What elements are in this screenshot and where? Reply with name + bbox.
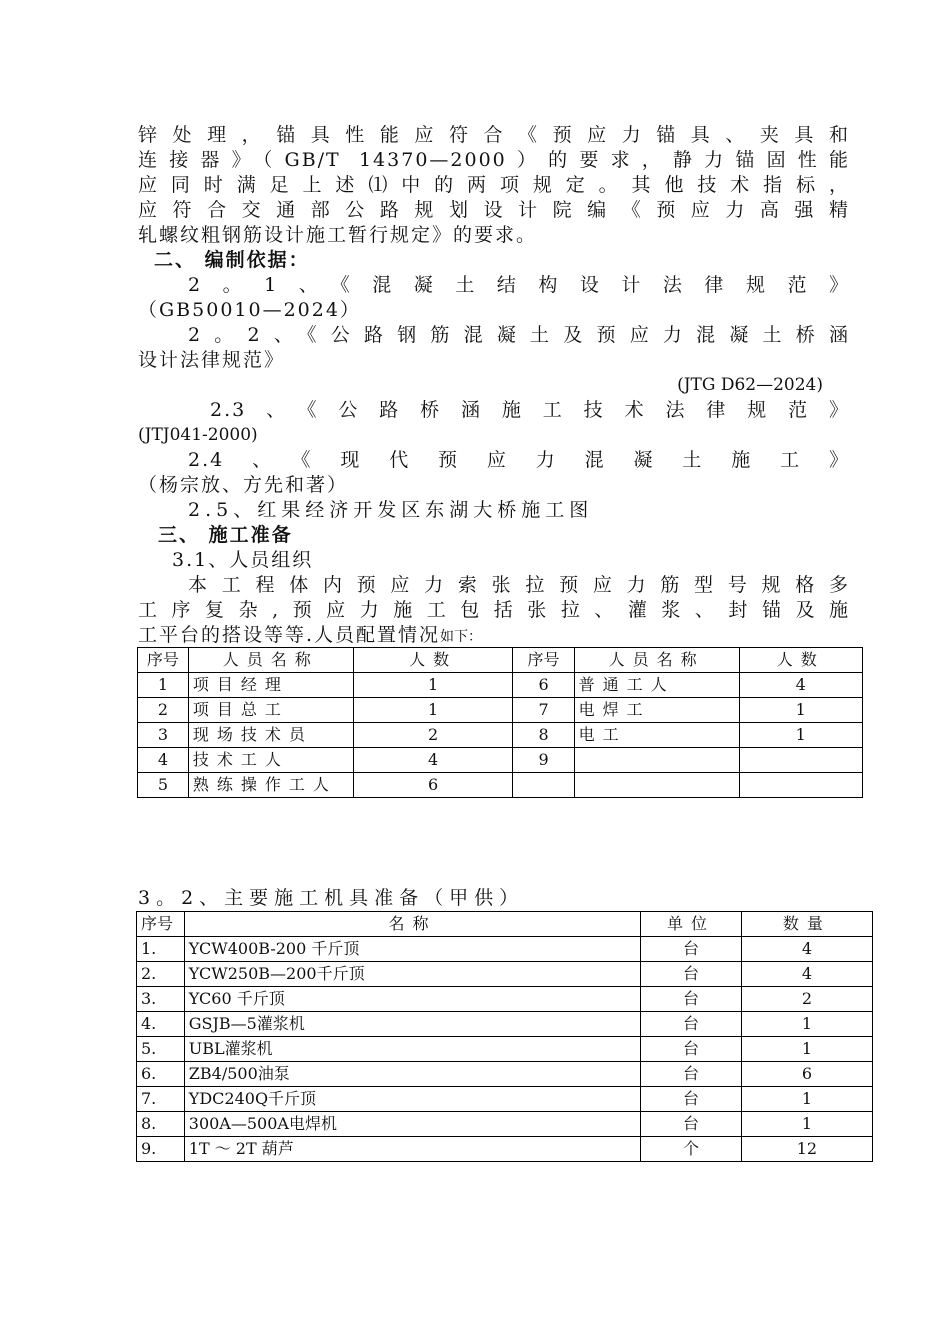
- cell: [513, 773, 574, 798]
- staff-table: [137, 647, 863, 798]
- table-row: [138, 673, 863, 698]
- cell: 现场技术员: [188, 723, 353, 748]
- cell: 4: [741, 962, 872, 987]
- table-row: [137, 1062, 873, 1087]
- cell: 6.: [137, 1062, 185, 1087]
- cell: YDC240Q千斤顶: [184, 1087, 640, 1112]
- section-heading: 二、 编制依据：: [154, 249, 310, 271]
- cell: 1: [138, 673, 189, 698]
- cell: 1: [739, 698, 862, 723]
- paragraph-line-tail: 如下：: [440, 629, 483, 645]
- table-row: [137, 937, 873, 962]
- cell: 300A—500A电焊机: [184, 1112, 640, 1137]
- reference-line: 2.5、红果经济开发区东湖大桥施工图: [188, 499, 594, 521]
- header-cell: 数量: [741, 912, 872, 937]
- cell: 台: [641, 1062, 742, 1087]
- cell: 3.: [137, 987, 185, 1012]
- cell: 9.: [137, 1137, 185, 1162]
- cell: 4: [138, 748, 189, 773]
- paragraph-line: 本工程体内预应力索张拉预应力筋型号规格多: [188, 574, 850, 596]
- cell: 普通工人: [574, 673, 739, 698]
- cell: 1T ～ 2T 葫芦: [184, 1137, 640, 1162]
- paragraph-line: 应符合交通部公路规划设计院编《预应力高强精: [138, 199, 850, 221]
- cell: 6: [353, 773, 513, 798]
- paragraph-line: 工序复杂,预应力施工包括张拉、灌浆、封锚及施: [138, 599, 850, 621]
- reference-line: 2.4、《现代预应力混凝土施工》: [188, 449, 850, 471]
- cell: [574, 748, 739, 773]
- cell: YCW250B—200千斤顶: [184, 962, 640, 987]
- cell: GSJB—5灌浆机: [184, 1012, 640, 1037]
- cell: 2.: [137, 962, 185, 987]
- cell: 1: [741, 1112, 872, 1137]
- cell: 5: [138, 773, 189, 798]
- cell: 1: [353, 673, 513, 698]
- header-cell: 序号: [138, 648, 189, 673]
- table-row: [138, 773, 863, 798]
- cell: 6: [741, 1062, 872, 1087]
- cell: YC60 千斤顶: [184, 987, 640, 1012]
- cell: 1.: [137, 937, 185, 962]
- cell: 项目经理: [188, 673, 353, 698]
- cell: UBL灌浆机: [184, 1037, 640, 1062]
- cell: 电工: [574, 723, 739, 748]
- paragraph-line-text: 工平台的搭设等等.人员配置情况: [138, 624, 441, 646]
- reference-line: 2。1、《混凝土结构设计法律规范》: [188, 274, 850, 296]
- cell: 台: [641, 1112, 742, 1137]
- table-row: [137, 1087, 873, 1112]
- subsection-heading: 3。2、主要施工机具准备（甲供）: [138, 887, 525, 909]
- reference-line: (JTJ041-2000): [138, 425, 258, 445]
- cell: 台: [641, 1012, 742, 1037]
- cell: [574, 773, 739, 798]
- cell: 8.: [137, 1112, 185, 1137]
- table-row: [137, 1012, 873, 1037]
- cell: [739, 748, 862, 773]
- reference-line: 2。2、《公路钢筋混凝土及预应力混凝土桥涵: [188, 324, 850, 346]
- cell: 项目总工: [188, 698, 353, 723]
- header-cell: 人员名称: [188, 648, 353, 673]
- reference-line: （杨宗放、方先和著）: [138, 474, 349, 496]
- cell: 1: [741, 1087, 872, 1112]
- table-row: [137, 1137, 873, 1162]
- header-cell: 人员名称: [574, 648, 739, 673]
- table-row: [138, 723, 863, 748]
- reference-line: (JTG D62—2024): [677, 375, 823, 395]
- cell: YCW400B-200 千斤顶: [184, 937, 640, 962]
- paragraph-line: 应同时满足上述⑴中的两项规定。其他技术指标，: [138, 174, 850, 196]
- cell: 8: [513, 723, 574, 748]
- cell: [739, 773, 862, 798]
- table-header-row: [138, 648, 863, 673]
- paragraph-line: 锌处理，锚具性能应符合《预应力锚具、夹具和: [138, 124, 850, 146]
- cell: 台: [641, 962, 742, 987]
- cell: 台: [641, 937, 742, 962]
- header-cell: 序号: [513, 648, 574, 673]
- table-header-row: [137, 912, 873, 937]
- table-row: [138, 748, 863, 773]
- cell: 台: [641, 1087, 742, 1112]
- paragraph-line: 连接器》（GB/T 14370—2000）的要求，静力锚固性能: [138, 149, 850, 171]
- reference-line: 2.3、《公路桥涵施工技术法律规范》: [210, 399, 850, 421]
- header-cell: 人数: [353, 648, 513, 673]
- cell: 1: [353, 698, 513, 723]
- cell: 2: [353, 723, 513, 748]
- header-cell: 序号: [137, 912, 185, 937]
- table-row: [138, 698, 863, 723]
- reference-line: 设计法律规范》: [138, 349, 286, 371]
- cell: 1: [739, 723, 862, 748]
- cell: 台: [641, 1037, 742, 1062]
- cell: 个: [641, 1137, 742, 1162]
- table-row: [137, 1037, 873, 1062]
- header-cell: 单位: [641, 912, 742, 937]
- table-row: [137, 962, 873, 987]
- table-row: [137, 1112, 873, 1137]
- cell: 技术工人: [188, 748, 353, 773]
- paragraph-line: [138, 623, 850, 650]
- reference-line: （GB50010—2024）: [138, 299, 361, 321]
- section-heading: 三、 施工准备: [158, 524, 293, 546]
- cell: ZB4/500油泵: [184, 1062, 640, 1087]
- paragraph-line: 轧螺纹粗钢筋设计施工暂行规定》的要求。: [138, 224, 538, 246]
- cell: 4: [353, 748, 513, 773]
- cell: 4.: [137, 1012, 185, 1037]
- cell: 电焊工: [574, 698, 739, 723]
- cell: 2: [138, 698, 189, 723]
- cell: 6: [513, 673, 574, 698]
- header-cell: 名称: [184, 912, 640, 937]
- cell: 7.: [137, 1087, 185, 1112]
- cell: 台: [641, 987, 742, 1012]
- cell: 1: [741, 1012, 872, 1037]
- cell: 5.: [137, 1037, 185, 1062]
- cell: 4: [741, 937, 872, 962]
- cell: 1: [741, 1037, 872, 1062]
- header-cell: 人数: [739, 648, 862, 673]
- subsection-heading: 3.1、人员组织: [172, 549, 314, 571]
- table-row: [137, 987, 873, 1012]
- cell: 4: [739, 673, 862, 698]
- equipment-table: [136, 911, 873, 1162]
- cell: 3: [138, 723, 189, 748]
- cell: 7: [513, 698, 574, 723]
- cell: 12: [741, 1137, 872, 1162]
- cell: 2: [741, 987, 872, 1012]
- cell: 熟练操作工人: [188, 773, 353, 798]
- cell: 9: [513, 748, 574, 773]
